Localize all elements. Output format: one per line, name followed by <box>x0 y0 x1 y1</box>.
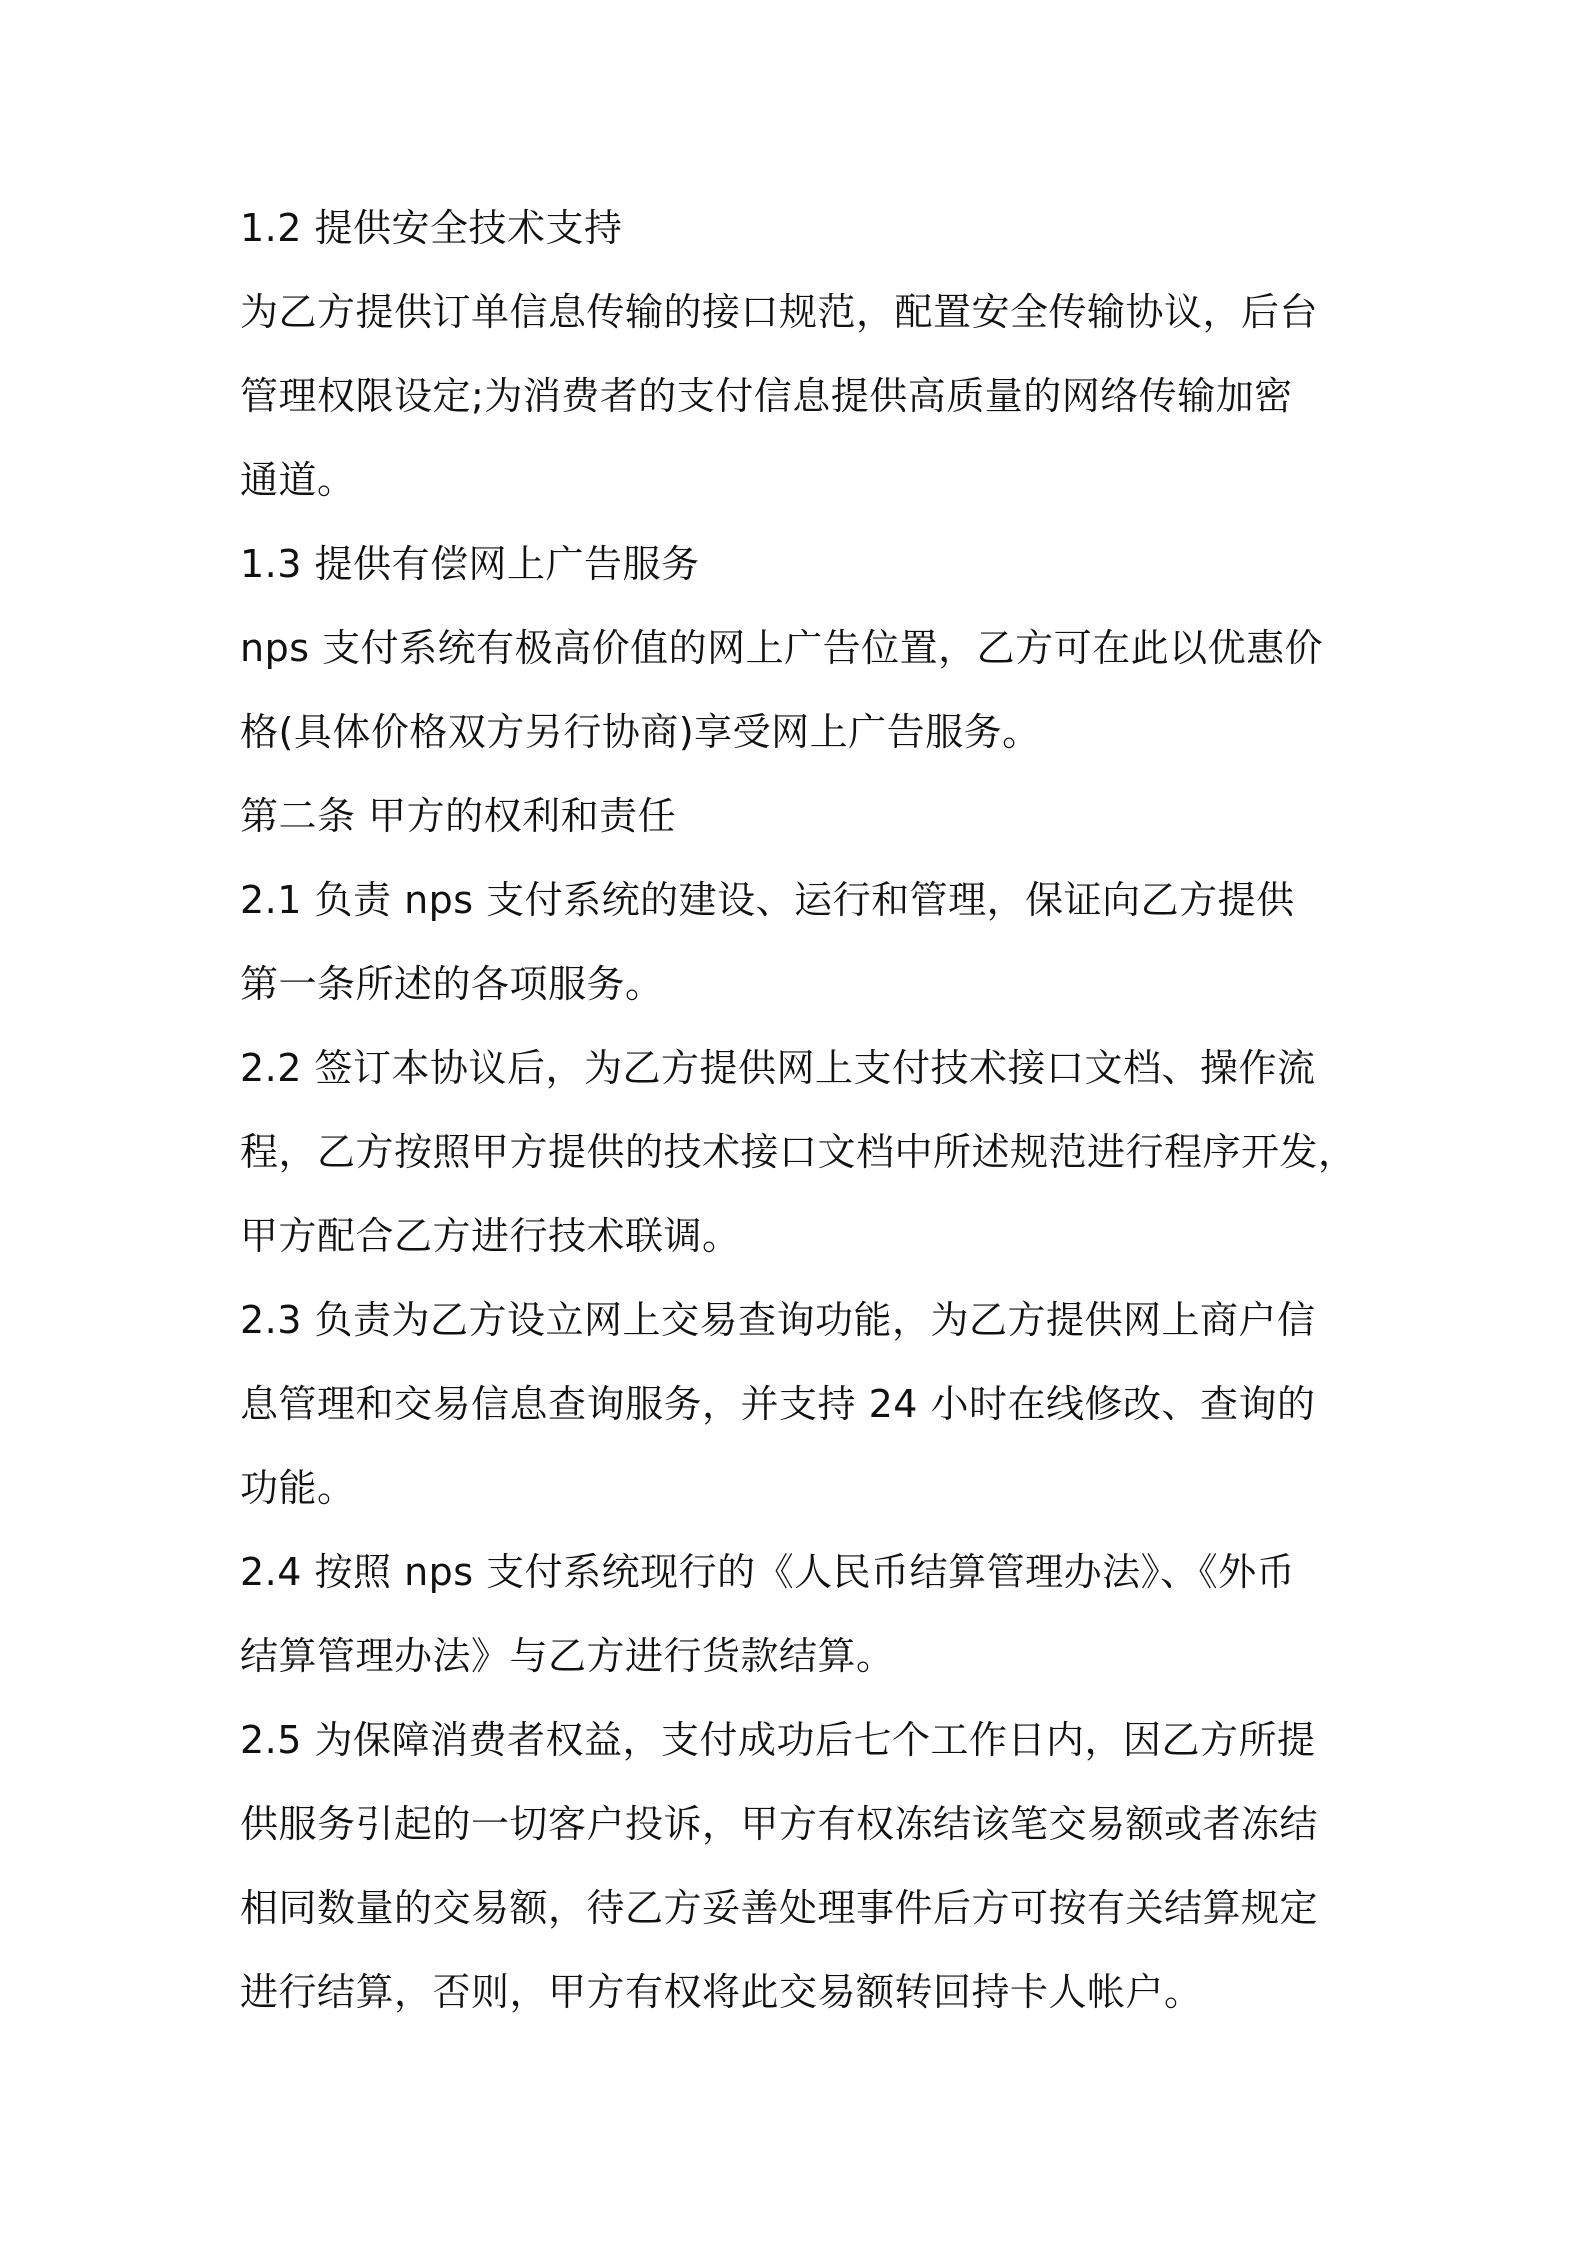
paragraph-line: 格(具体价格双方另行协商)享受网上广告服务。 <box>240 710 1041 754</box>
paragraph-line: 相同数量的交易额，待乙方妥善处理事件后方可按有关结算规定 <box>240 1886 1319 1930</box>
clause-2-5: 2.5 为保障消费者权益，支付成功后七个工作日内，因乙方所提 <box>240 1718 1316 1762</box>
section-heading-1-2: 1.2 提供安全技术支持 <box>240 206 623 250</box>
paragraph-line: 程，乙方按照甲方提供的技术接口文档中所述规范进行程序开发， <box>240 1130 1357 1174</box>
paragraph-line: 进行结算，否则，甲方有权将此交易额转回持卡人帐户。 <box>240 1970 1203 2014</box>
clause-2-4: 2.4 按照 nps 支付系统现行的《人民币结算管理办法》、《外币 <box>240 1550 1296 1594</box>
paragraph-line: 管理权限设定;为消费者的支付信息提供高质量的网络传输加密 <box>240 374 1293 418</box>
paragraph-line: 通道。 <box>240 458 356 502</box>
clause-2-3: 2.3 负责为乙方设立网上交易查询功能，为乙方提供网上商户信 <box>240 1298 1316 1342</box>
paragraph-line: nps 支付系统有极高价值的网上广告位置，乙方可在此以优惠价 <box>240 626 1324 670</box>
paragraph-line: 供服务引起的一切客户投诉，甲方有权冻结该笔交易额或者冻结 <box>240 1802 1319 1846</box>
paragraph-line: 功能。 <box>240 1466 356 1510</box>
paragraph-line: 为乙方提供订单信息传输的接口规范，配置安全传输协议，后台 <box>240 290 1319 334</box>
article-heading-2: 第二条 甲方的权利和责任 <box>240 794 677 838</box>
clause-2-1: 2.1 负责 nps 支付系统的建设、运行和管理，保证向乙方提供 <box>240 878 1295 922</box>
paragraph-line: 结算管理办法》与乙方进行货款结算。 <box>240 1634 895 1678</box>
paragraph-line: 第一条所述的各项服务。 <box>240 962 664 1006</box>
clause-2-2: 2.2 签订本协议后，为乙方提供网上支付技术接口文档、操作流 <box>240 1046 1316 1090</box>
paragraph-line: 息管理和交易信息查询服务，并支持 24 小时在线修改、查询的 <box>240 1382 1316 1426</box>
paragraph-line: 甲方配合乙方进行技术联调。 <box>240 1214 741 1258</box>
section-heading-1-3: 1.3 提供有偿网上广告服务 <box>240 542 700 586</box>
